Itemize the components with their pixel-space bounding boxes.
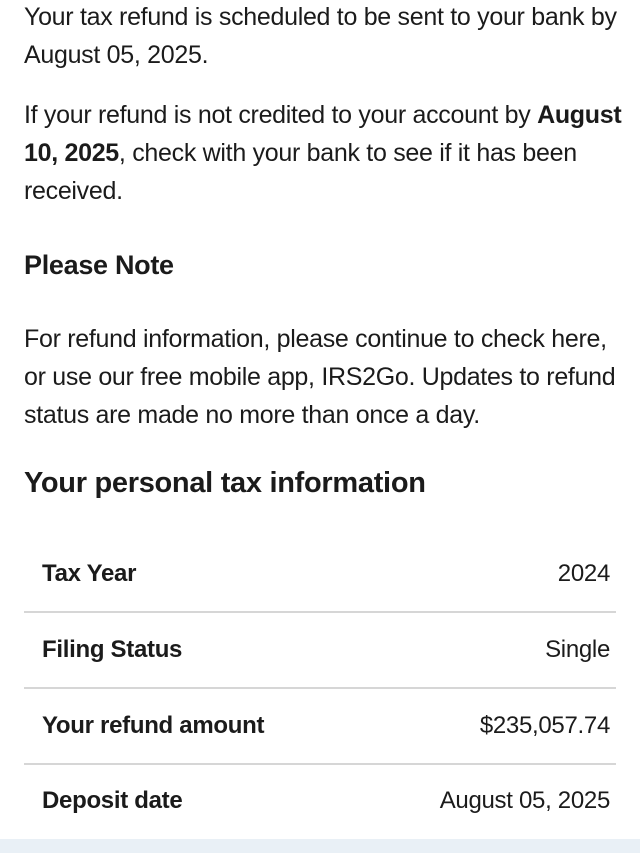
credit-prefix: If your refund is not credited to your account by — [24, 101, 538, 129]
row-label: Filing Status — [42, 636, 183, 663]
credit-suffix: , check with your bank to see if it has been received. — [24, 139, 577, 205]
table-row-filing-status — [24, 613, 616, 689]
table-row-deposit-date — [24, 765, 616, 837]
tax-info-table — [24, 537, 616, 837]
refund-scheduled-text: Your tax refund is scheduled to be sent to your bank by August 05, 2025. — [24, 3, 617, 69]
row-label: Tax Year — [42, 560, 137, 587]
refund-credit-text — [24, 96, 628, 210]
table-row-tax-year — [24, 537, 616, 613]
row-value: August 05, 2025 — [439, 787, 610, 814]
row-label: Your refund amount — [42, 712, 265, 739]
credit-date: August 10, 2025 — [24, 101, 622, 167]
please-note-heading: Please Note — [24, 250, 174, 280]
row-value: 2024 — [557, 560, 610, 587]
note-body-text: For refund information, please continue to check here, or use our free mobile app, IRS2Go. Updates to refund status are made no more than once a day. — [24, 325, 616, 429]
personal-tax-info-heading: Your personal tax information — [24, 467, 426, 499]
table-row-refund-amount — [24, 689, 616, 765]
page-bottom-strip — [0, 839, 640, 853]
row-value: $235,057.74 — [479, 712, 610, 739]
row-value: Single — [545, 636, 610, 663]
row-label: Deposit date — [42, 787, 183, 814]
